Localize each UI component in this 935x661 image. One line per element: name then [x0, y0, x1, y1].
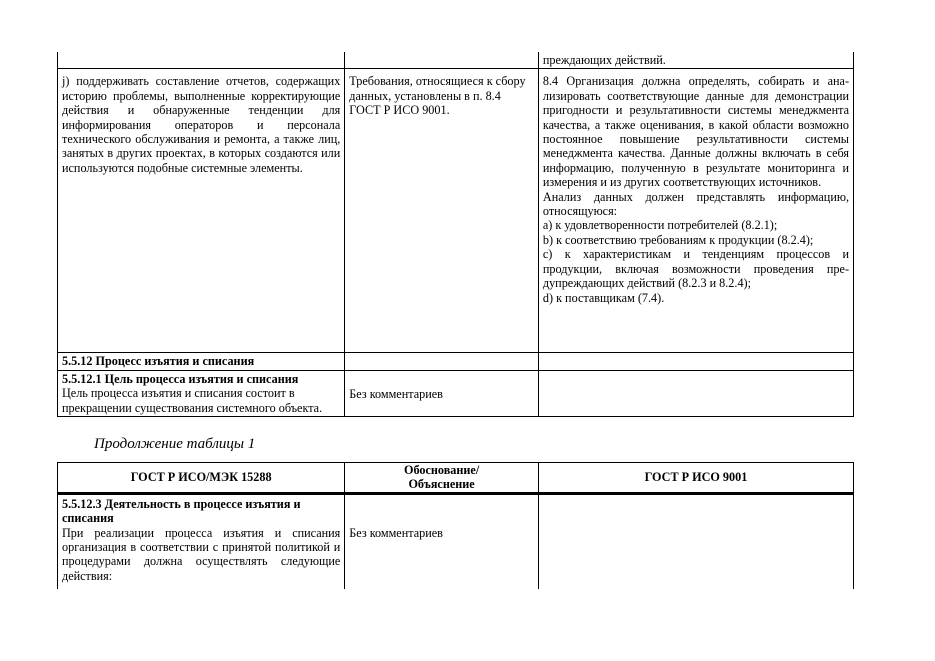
- table-row: [58, 52, 854, 69]
- table-cell: [345, 493, 539, 589]
- table-row: [58, 353, 854, 370]
- standards-comparison-table-continued: [57, 462, 854, 589]
- table-cell: [538, 69, 853, 353]
- table-cell: [345, 353, 539, 370]
- list-item: b) к соответствию требованиям к продукции (8.2.4);: [542, 232, 814, 247]
- cell-text: преждающих действий.: [542, 53, 666, 67]
- table-row: [58, 370, 854, 416]
- table-cell: [345, 52, 539, 69]
- subsection-title: 5.5.12.1 Цель процесса изъятия и списания: [62, 371, 299, 386]
- table-row: [58, 493, 854, 589]
- table-cell: [58, 370, 345, 416]
- list-item: a) к удовлетворенности потребителей (8.2.1);: [542, 218, 778, 233]
- table-cell: [538, 370, 853, 416]
- cell-text: 8.4 Организация должна определять, собирать и анализировать соответствующие данные для демонстрации пригодности и результативности системы менеджмента качества, а также оценивания, в какой области возможно постоянное повышение результативности системы менеджмента качества. Данные должны включать в себя информацию, полученную в результате мониторинга и измерения и из других соответствующих источников.: [542, 74, 849, 190]
- cell-text: Без комментариев: [349, 525, 443, 540]
- table-cell: [538, 52, 853, 69]
- table-cell: [538, 493, 853, 589]
- table-cell: [345, 69, 539, 353]
- table-row: [58, 69, 854, 353]
- cell-text: j) поддерживать составление отчетов, содержащих историю проблемы, выполненные корректирующие действия и обнаруженные тенденции для информирования операторов и персонала технического обслуживания и ремонта, а также лиц, занятых в других проектах, в которых создаются или используются подобные системные элементы.: [62, 74, 341, 175]
- column-header-line: Обоснование/: [403, 463, 480, 477]
- cell-text: Требования, относящиеся к сбору данных, установлены в п. 8.4 ГОСТ Р ИСО 9001.: [349, 74, 526, 118]
- column-header-line: Объяснение: [408, 477, 475, 492]
- table-header-row: [58, 463, 854, 494]
- list-item: d) к поставщикам (7.4).: [542, 290, 665, 305]
- column-header: ГОСТ Р ИСО/МЭК 15288: [58, 463, 345, 494]
- subsection-title: 5.5.12.3 Деятельность в процессе изъятия и списания: [62, 496, 301, 526]
- table-caption: Продолжение таблицы 1: [94, 436, 256, 452]
- column-header: ГОСТ Р ИСО 9001: [538, 463, 853, 494]
- list-item: c) к характеристикам и тенденциям процессов и продукции, включая возможности проведения предупреждающих действий (8.2.3 и 8.2.4);: [542, 247, 849, 291]
- table-cell: [58, 493, 345, 589]
- cell-text: Без комментариев: [349, 386, 443, 401]
- table-cell: [58, 52, 345, 69]
- table-cell: [538, 353, 853, 370]
- table-cell: [58, 69, 345, 353]
- standards-comparison-table-part: [57, 52, 854, 417]
- cell-text: Цель процесса изъятия и списания состоит в прекращении существования системного объекта.: [62, 386, 323, 415]
- column-header: [345, 463, 539, 494]
- table-cell: [345, 370, 539, 416]
- section-heading-cell: 5.5.12 Процесс изъятия и списания: [58, 353, 345, 370]
- cell-text: Анализ данных должен представлять информацию, относящуюся:: [542, 189, 849, 219]
- cell-text: При реализации процесса изъятия и списания организация в соответствии с принятой политикой и процедурами должна осуществлять следующие действия:: [62, 525, 341, 583]
